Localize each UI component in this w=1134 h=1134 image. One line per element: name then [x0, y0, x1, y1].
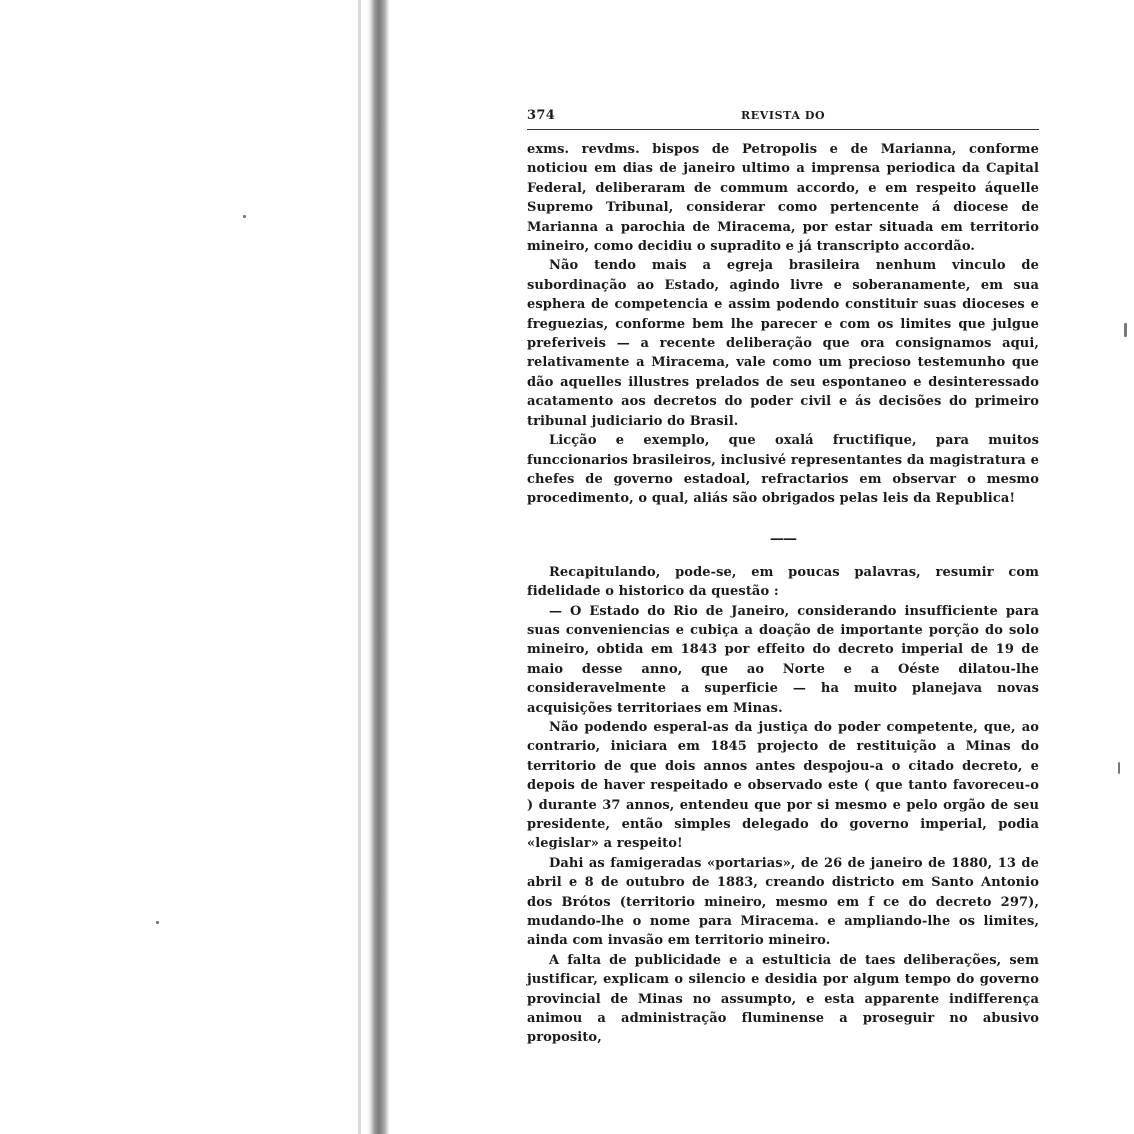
- binding-shadow: [358, 0, 361, 1134]
- running-head: [527, 104, 1039, 126]
- book-gutter: [368, 0, 390, 1134]
- scan-speck: [156, 921, 159, 924]
- running-title: REVISTA DO: [741, 109, 826, 122]
- section-separator: ——: [770, 530, 796, 547]
- paragraph: Licção e exemplo, que oxalá fructifique, para muitos funccionarios brasileiros, inclusivé representantes da magistratura e chefes de governo estadoal, refractarios em observar o mesmo procedimento, o qual, aliás são obrigados pelas leis da Republica!: [527, 433, 1039, 507]
- scan-speck: [1118, 762, 1120, 774]
- book-page: [527, 104, 1039, 1048]
- paragraph: exms. revdms. bispos de Petropolis e de Marianna, conforme noticiou em dias de janeiro ultimo a imprensa periodica da Capital Federal, deliberaram de commum accordo, e em respeito áquelle Supremo Tribunal, considerar como pertencente á diocese de Marianna a parochia de Miracema, por estar situada em territorio mineiro, como decidiu o supradito e já transcripto accordão.: [527, 142, 1039, 255]
- paragraph: A falta de publicidade e a estulticia de taes deliberações, sem justificar, explicam o silencio e desidia por algum tempo do governo provincial de Minas no assumpto, e esta apparente indifferença animou a administração fluminense a proseguir no abusivo proposito,: [527, 952, 1039, 1046]
- scan-speck: [243, 215, 246, 218]
- paragraph: Recapitulando, pode-se, em poucas palavras, resumir com fidelidade o historico da questão :: [527, 564, 1039, 600]
- paragraph: Não podendo esperal-as da justiça do poder competente, que, ao contrario, iniciara em 1845 projecto de restituição a Minas do territorio de que dois annos antes despojou-a o citado decreto, e depois de haver respeitado e observado este ( que tanto favoreceu-o ) durante 37 annos, entendeu que por si mesmo e pelo orgão de seu presidente, então simples delegado do governo imperial, podia «legislar» a respeito!: [527, 719, 1039, 852]
- paragraph: — O Estado do Rio de Janeiro, considerando insufficiente para suas conveniencias e cubiça a doação de importante porção do solo mineiro, obtida em 1843 por effeito do decreto imperial de 19 de maio desse anno, que ao Norte e a Oéste dilatou-lhe consideravelmente a superficie — ha muito planejava novas acquisições territoriaes em Minas.: [527, 603, 1039, 716]
- paragraph: Não tendo mais a egreja brasileira nenhum vinculo de subordinação ao Estado, agindo livre e soberanamente, em sua esphera de competencia e assim podendo constituir suas dioceses e freguezias, conforme bem lhe parecer e com os limites que julgue preferiveis — a recente deliberação que ora consignamos aqui, relativamente a Miracema, vale como um precioso testemunho que dão aquelles illustres prelados de seu espontaneo e desinteressado acatamento aos decretos do poder civil e ás decisões do primeiro tribunal judiciario do Brasil.: [527, 258, 1039, 429]
- paragraph: Dahi as famigeradas «portarias», de 26 de janeiro de 1880, 13 de abril e 8 de outubro de 1883, creando districto em Santo Antonio dos Brótos (territorio mineiro, mesmo em f ce do decreto 297), mudando-lhe o nome para Miracema. e ampliando-lhe os limites, ainda com invasão em territorio mineiro.: [527, 855, 1039, 949]
- header-rule: [527, 129, 1039, 130]
- scan-speck: [1124, 323, 1127, 337]
- page-number: 374: [527, 108, 556, 123]
- body-text: [527, 140, 1039, 1048]
